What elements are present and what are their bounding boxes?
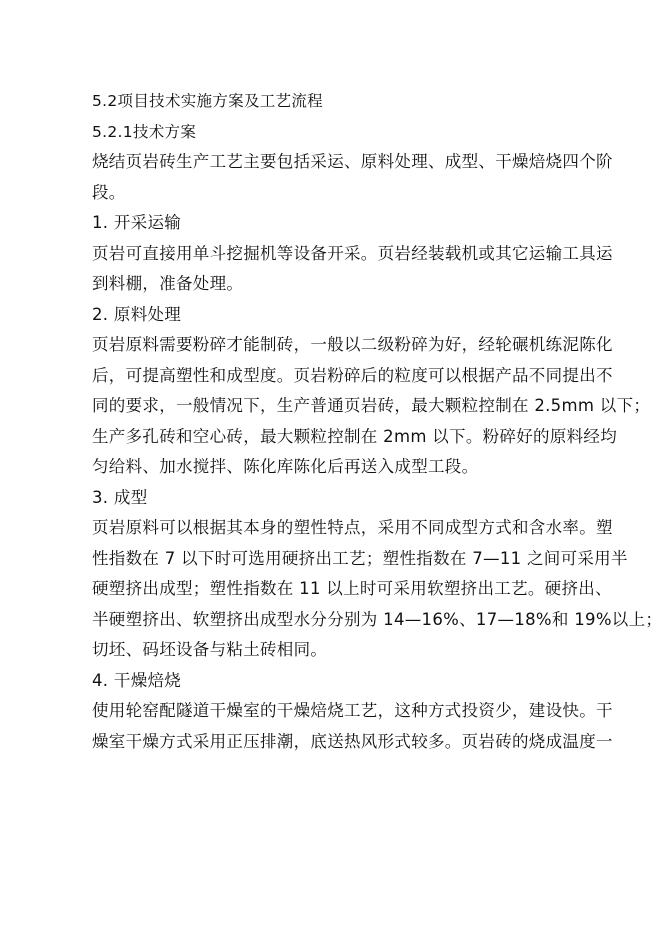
paragraph-line: 生产多孔砖和空心砖，最大颗粒控制在 2mm 以下。粉碎好的原料经均 — [92, 426, 618, 446]
section-heading-5-2: 5.2项目技术实施方案及工艺流程 — [92, 92, 323, 110]
paragraph-line: 使用轮窑配隧道干燥室的干燥焙烧工艺，这种方式投资少，建设快。干 — [92, 701, 613, 720]
paragraph-line: 页岩原料需要粉碎才能制砖，一般以二级粉碎为好，经轮碾机练泥陈化 — [92, 335, 613, 354]
paragraph-line: 烧结页岩砖生产工艺主要包括采运、原料处理、成型、干燥焙烧四个阶 — [92, 152, 613, 171]
paragraph-line: 后，可提高塑性和成型度。页岩粉碎后的粒度可以根据产品不同提出不 — [92, 365, 613, 385]
step-heading-mining: 1. 开采运输 — [92, 213, 182, 232]
step-heading-drying-firing: 4. 干燥焙烧 — [92, 670, 182, 690]
subsection-heading-5-2-1: 5.2.1技术方案 — [92, 122, 197, 141]
document-page — [92, 86, 662, 757]
paragraph-line: 性指数在 7 以下时可选用硬挤出工艺；塑性指数在 7—11 之间可采用半 — [92, 548, 628, 568]
paragraph-line: 硬塑挤出成型；塑性指数在 11 以上时可采用软塑挤出工艺。硬挤出、 — [92, 579, 612, 598]
paragraph-line: 半硬塑挤出、软塑挤出成型水分分别为 14—16%、17—18%和 19%以上； — [92, 609, 662, 629]
paragraph-line: 同的要求，一般情况下，生产普通页岩砖，最大颗粒控制在 2.5mm 以下； — [92, 396, 651, 415]
paragraph-line: 切坯、码坯设备与粘土砖相同。 — [92, 640, 328, 659]
paragraph-line: 页岩原料可以根据其本身的塑性特点，采用不同成型方式和含水率。塑 — [92, 518, 613, 537]
paragraph-line: 页岩可直接用单斗挖掘机等设备开采。页岩经装载机或其它运输工具运 — [92, 243, 613, 263]
paragraph-line: 段。 — [92, 182, 126, 202]
step-heading-forming: 3. 成型 — [92, 487, 148, 507]
paragraph-line: 匀给料、加水搅拌、陈化库陈化后再送入成型工段。 — [92, 457, 479, 476]
paragraph-line: 到料棚，准备处理。 — [92, 274, 244, 293]
step-heading-raw-material: 2. 原料处理 — [92, 304, 182, 324]
paragraph-line: 燥室干燥方式采用正压排潮，底送热风形式较多。页岩砖的烧成温度一 — [92, 731, 613, 751]
